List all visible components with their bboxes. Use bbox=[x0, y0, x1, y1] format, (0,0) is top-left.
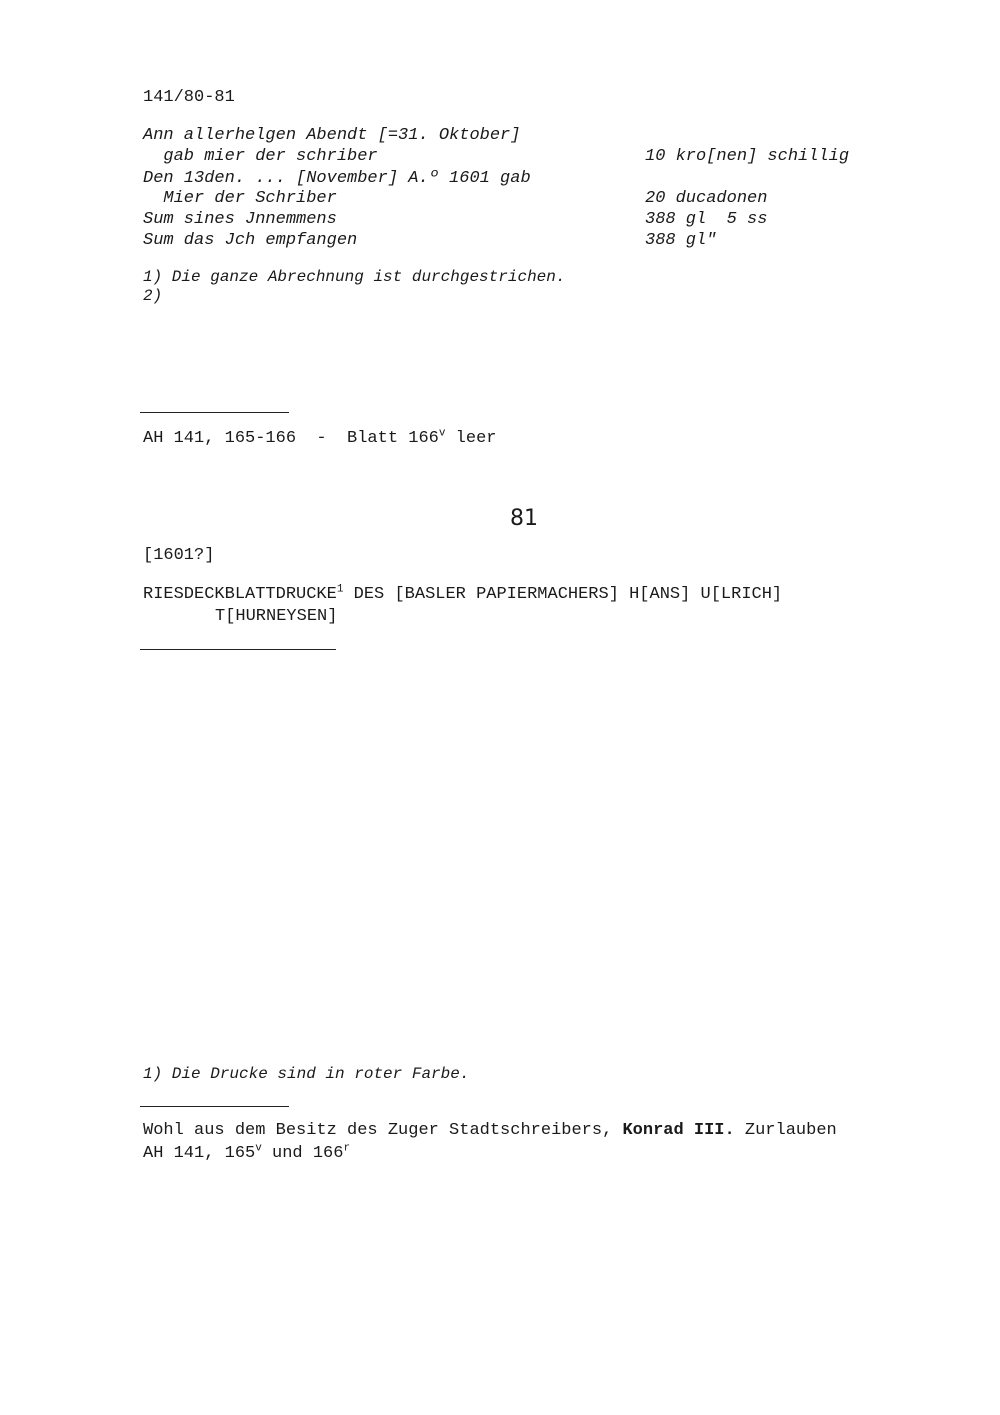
account-row-left: gab mier der schriber bbox=[143, 147, 378, 166]
provenance-text: Wohl aus dem Besitz des Zuger Stadtschreibers, bbox=[143, 1121, 623, 1140]
account-row-left: Ann allerhelgen Abendt [=31. Oktober] bbox=[143, 126, 521, 145]
provenance-ref-cont: und 166 bbox=[261, 1144, 344, 1163]
source-reference-suffix: leer bbox=[445, 429, 497, 448]
title-divider bbox=[140, 649, 336, 650]
verso-marker: v bbox=[438, 427, 446, 440]
footnote-2: 2) bbox=[143, 287, 163, 305]
entry-title-line2: T[HURNEYSEN] bbox=[215, 607, 338, 626]
account-row-left: Den 13den. ... [November] A.º 1601 gab bbox=[143, 169, 531, 188]
provenance-person: Konrad III. bbox=[622, 1121, 735, 1140]
recto-marker: r bbox=[343, 1142, 351, 1155]
account-row-left: Mier der Schriber bbox=[143, 189, 337, 208]
provenance-line2 bbox=[143, 1143, 350, 1164]
verso-marker: v bbox=[255, 1142, 262, 1155]
account-row-right: 388 gl" bbox=[645, 231, 717, 250]
footnote-divider bbox=[140, 1106, 289, 1107]
entry-date: [1601?] bbox=[143, 546, 215, 565]
account-row-left: Sum sines Jnnemmens bbox=[143, 210, 337, 229]
account-row-right: 388 gl 5 ss bbox=[645, 210, 768, 229]
provenance-text-cont: Zurlauben bbox=[734, 1121, 837, 1140]
account-row-right: 20 ducadonen bbox=[645, 189, 768, 208]
account-row-right: 10 kro[nen] schillig bbox=[645, 147, 850, 166]
entry-number: 81 bbox=[510, 506, 538, 531]
entry-title-line1 bbox=[143, 584, 782, 605]
account-row-left: Sum das Jch empfangen bbox=[143, 231, 358, 250]
provenance-ref: AH 141, 165 bbox=[143, 1144, 256, 1163]
footnote-1: 1) Die ganze Abrechnung ist durchgestrichen. bbox=[143, 268, 566, 286]
entry-title-text: RIESDECKBLATTDRUCKE bbox=[143, 585, 337, 604]
source-reference bbox=[143, 428, 496, 449]
entry-title-text-cont: DES [BASLER PAPIERMACHERS] H[ANS] U[LRICH] bbox=[343, 585, 783, 604]
footnote-marker: 1 bbox=[336, 583, 344, 596]
footnote-drucke: 1) Die Drucke sind in roter Farbe. bbox=[143, 1065, 470, 1083]
provenance-line1 bbox=[143, 1120, 837, 1141]
footnote-divider bbox=[140, 412, 289, 413]
source-reference-text: AH 141, 165-166 - Blatt 166 bbox=[143, 429, 439, 448]
page-reference: 141/80-81 bbox=[143, 88, 235, 107]
